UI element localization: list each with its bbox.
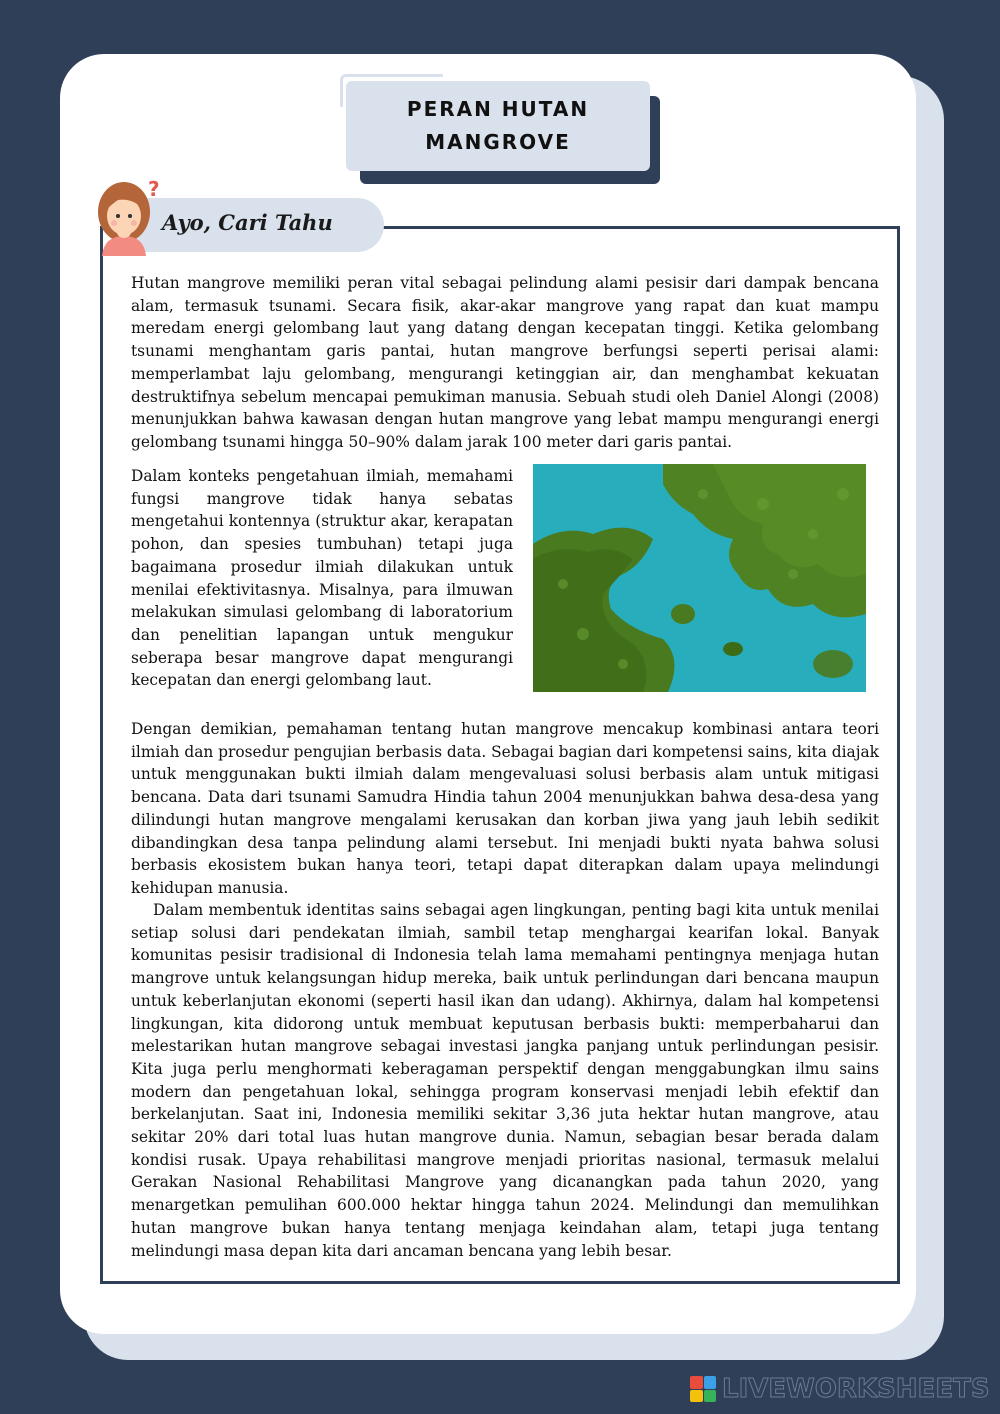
paragraph-4: Dalam membentuk identitas sains sebagai agen lingkungan, penting bagi kita untuk menilai setiap solusi dari pendekatan ilmiah, sambil tetap menghargai kearifan lokal. Banyak komunitas pesisir tradisional di Indonesia telah lama memahami pentingnya menjaga hutan mangrove untuk kelangsungan hidup mereka, baik untuk perlindungan dari bencana maupun untuk keberlanjutan ekonomi (seperti hasil ikan dan udang). Akhirnya, dalam hal kompetensi lingkungan, kita didorong untuk membuat keputusan berbasis bukti: memperbaharui dan melestarikan hutan mangrove sebagai investasi jangka panjang untuk perlindungan pesisir. Kita juga perlu menghormati keberagaman perspektif dengan menggabungkan ilmu sains modern dan pengetahuan lokal, sehingga program konservasi menjadi lebih efektif dan berkelanjutan. Saat ini, Indonesia memiliki sekitar 3,36 juta hektar hutan mangrove, atau sekitar 20% dari total luas hutan mangrove dunia. Namun, sebagian besar berada dalam kondisi rusak. Upaya rehabilitasi mangrove menjadi prioritas nasional, termasuk melalui Gerakan Nasional Rehabilitasi Mangrove yang dicanangkan pada tahun 2020, yang menargetkan pemulihan 600.000 hektar hingga tahun 2024. Melindungi dan memulihkan hutan mangrove bukan hanya tentang menjaga keindahan alam, tetapi juga tentang melindungi masa depan kita dari ancaman bencana yang lebih besar.: [131, 901, 879, 1260]
liveworksheets-logo-icon: [690, 1376, 716, 1402]
thinking-girl-icon: [92, 176, 164, 256]
paragraph-3: Dengan demikian, pemahaman tentang hutan mangrove mencakup kombinasi antara teori ilmiah dan prosedur pengujian berbasis data. Sebagai bagian dari kompetensi sains, kita diajak untuk menggunakan bukti ilmiah dalam mengevaluasi solusi berbasis alam untuk mitigasi bencana. Data dari tsunami Samudra Hindia tahun 2004 menunjukkan bahwa desa-desa yang dilindungi hutan mangrove mengalami kerusakan dan korban jiwa yang jauh lebih sedikit dibandingkan desa tanpa pelindung alami tersebut. Ini menjadi bukti nyata bahwa solusi berbasis ekosistem bukan hanya teori, tetapi dapat diterapkan dalam upaya melindungi kehidupan manusia.: [131, 720, 879, 897]
paragraph-1: Hutan mangrove memiliki peran vital sebagai pelindung alami pesisir dari dampak bencana alam, termasuk tsunami. Secara fisik, akar-akar mangrove yang rapat dan kuat mampu meredam energi gelombang laut yang datang dengan kecepatan tinggi. Ketika gelombang tsunami menghantam garis pantai, hutan mangrove berfungsi seperti perisai alami: memperlambat laju gelombang, mengurangi ketinggian air, dan menghambat kekuatan destruktifnya sebelum mencapai pemukiman manusia. Sebuah studi oleh Daniel Alongi (2008) menunjukkan bahwa kawasan dengan hutan mangrove yang lebat mampu mengurangi energi gelombang tsunami hingga 50–90% dalam jarak 100 meter dari garis pantai.: [131, 274, 879, 451]
section-label: Ayo, Cari Tahu: [162, 210, 333, 235]
paragraph-2: Dalam konteks pengetahuan ilmiah, memahami fungsi mangrove tidak hanya sebatas mengetahui kontennya (struktur akar, kerapatan pohon, dan spesies tumbuhan) tetapi juga bagaimana prosedur ilmiah dilakukan untuk menilai efektivitasnya. Misalnya, para ilmuwan melakukan simulasi gelombang di laboratorium dan penelitian lapangan untuk mengukur seberapa besar mangrove dapat mengurangi kecepatan dan energi gelombang laut.: [131, 467, 513, 690]
mangrove-aerial-photo: [533, 464, 866, 692]
title-box: [346, 81, 650, 171]
brand-name: LIVEWORKSHEETS: [722, 1374, 990, 1404]
page-title: PERAN HUTAN MANGROVE: [406, 97, 590, 154]
liveworksheets-brand: [690, 1374, 990, 1404]
svg-text:?: ?: [148, 177, 160, 201]
